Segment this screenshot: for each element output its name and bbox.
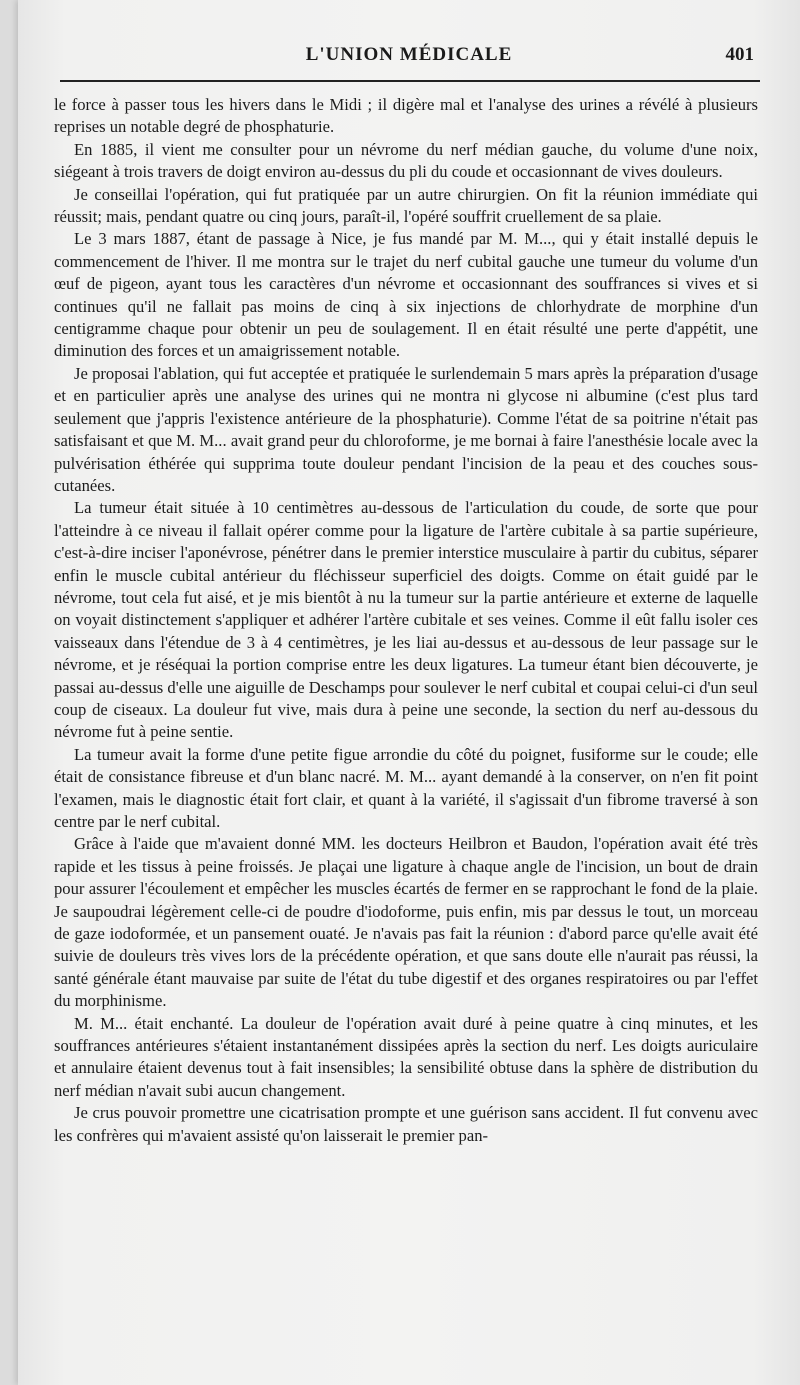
paragraph: M. M... était enchanté. La douleur de l'opération avait duré à peine quatre à cinq minutes, et les souffrances antérieures s'étaient instantanément dissipées après la section du nerf. Les doigts auriculaire et annulaire étaient devenus tout à fait insensibles; la sensibilité obtuse dans la sphère de distribution du nerf médian n'avait subi aucun changement. xyxy=(54,1013,758,1100)
paragraph: En 1885, il vient me consulter pour un névrome du nerf médian gauche, du volume d'une noix, siégeant à trois travers de doigt environ au-dessus du pli du coude et occasionnant de vives douleurs. xyxy=(54,139,758,182)
running-title: L'UNION MÉDICALE xyxy=(305,44,513,65)
paragraph: Je conseillai l'opération, qui fut pratiquée par un autre chirurgien. On fit la réunion immédiate qui réussit; mais, pendant quatre ou cinq jours, paraît-il, l'opéré souffrit cruellement de sa plaie. xyxy=(54,184,758,227)
book-page xyxy=(18,0,800,1385)
paragraph: Grâce à l'aide que m'avaient donné MM. les docteurs Heilbron et Baudon, l'opération avait été très rapide et les tissus à peine froissés. Je plaçai une ligature à chaque angle de l'incision, un bout de drain pour assurer l'écoulement et empêcher les muscles écartés de fermer en se rapprochant le fond de la plaie. Je saupoudrai légèrement celle-ci de poudre d'iodoforme, puis enfin, mis par dessus le tout, un morceau de gaze iodoformée, et un pansement ouaté. Je n'avais pas fait la réunion : d'abord parce qu'elle avait été suivie de douleurs très vives lors de la précédente opération, et que sans doute elle n'aurait pas réussi, la santé générale étant mauvaise par suite de l'état du tube digestif et des organes respiratoires ou par l'effet du morphinisme. xyxy=(54,834,758,1011)
page-number: 401 xyxy=(725,44,754,65)
paragraph: La tumeur était située à 10 centimètres au-dessous de l'articulation du coude, de sorte que pour l'atteindre à ce niveau il fallait opérer comme pour la ligature de l'artère cubitale à sa partie supérieure, c'est-à-dire inciser l'aponévrose, pénétrer dans le premier interstice musculaire à partir du cubitus, séparer enfin le muscle cubital antérieur du fléchisseur superficiel des doigts. Comme on était guidé par le névrome, tout cela fut aisé, et je mis bientôt à nu la tumeur sur la partie antérieure et externe de laquelle on voyait distinctement s'appliquer et adhérer l'artère cubitale et ses veines. Comme il eût fallu isoler ces vaisseaux dans l'étendue de 3 à 4 centimètres, je les liai au-dessus et au-dessous de leur passage sur le névrome, et je réséquai la portion comprise entre les deux ligatures. La tumeur étant bien découverte, je passai au-dessus d'elle une aiguille de Deschamps pour soulever le nerf cubital et coupai celui-ci d'un seul coup de ciseaux. La douleur fut vive, mais dura à peine une seconde, la section du nerf au-dessous du névrome fut à peine sentie. xyxy=(54,498,758,742)
paragraph: La tumeur avait la forme d'une petite figue arrondie du côté du poignet, fusiforme sur le coude; elle était de consistance fibreuse et d'un blanc nacré. M. M... ayant demandé à la conserver, on n'en fit point l'examen, mais le diagnostic était fort clair, et quant à la variété, il s'agissait d'un fibrome traversé à son centre par le nerf cubital. xyxy=(54,744,758,831)
page-header xyxy=(18,44,800,74)
paragraph: le force à passer tous les hivers dans le Midi ; il digère mal et l'analyse des urines a révélé à plusieurs reprises un notable degré de phosphaturie. xyxy=(54,95,758,137)
paragraph: Le 3 mars 1887, étant de passage à Nice, je fus mandé par M. M..., qui y était installé depuis le commencement de l'hiver. Il me montra sur le trajet du nerf cubital gauche une tumeur du volume d'un œuf de pigeon, ayant tous les caractères d'un névrome et occasionnant des souffrances si vives et si continues qu'il ne fallait pas moins de cinq à six injections de chlorhydrate de morphine d'un centigramme chaque pour obtenir un peu de soulagement. Il en était résulté une perte d'appétit, une diminution des forces et un amaigrissement notable. xyxy=(54,229,758,361)
paragraph: Je crus pouvoir promettre une cicatrisation prompte et une guérison sans accident. Il fut convenu avec les confrères qui m'avaient assisté qu'on laisserait le premier pan- xyxy=(54,1103,758,1145)
body-text xyxy=(54,94,758,1147)
paragraph: Je proposai l'ablation, qui fut acceptée et pratiquée le surlendemain 5 mars après la préparation d'usage et en particulier après une analyse des urines qui ne montra ni glycose ni albumine (c'est plus tard seulement que j'appris l'existence antérieure de la phosphaturie). Comme l'état de sa poitrine n'était pas satisfaisant et que M. M... avait grand peur du chloroforme, je me bornai à faire l'anesthésie locale avec la pulvérisation éthérée qui supprima toute douleur pendant l'incision de la peau et des couches sous-cutanées. xyxy=(54,363,758,495)
header-rule xyxy=(60,80,760,82)
